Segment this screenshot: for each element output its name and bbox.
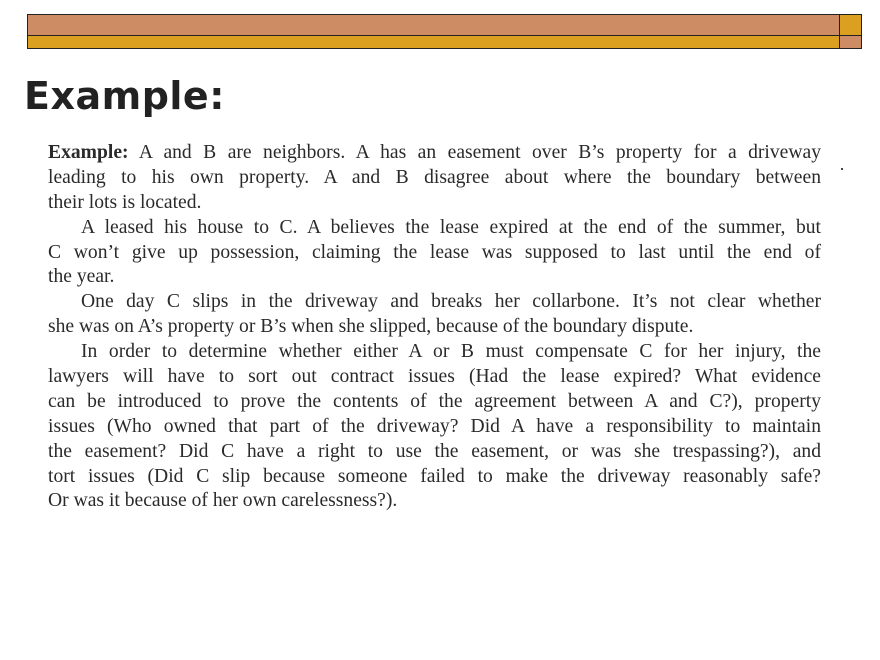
- text-line: In order to determine whether either A or B must compensate C for her injury, the: [81, 341, 821, 363]
- top-bar-main: [28, 15, 840, 36]
- top-bar-end-block: [840, 15, 861, 36]
- text-line: Example: A and B are neighbors. A has an easement over B’s property for a driveway: [48, 142, 821, 163]
- example-lead-label: Example:: [48, 142, 129, 163]
- text-line: Or was it because of her own carelessness?).: [48, 490, 398, 512]
- text-line: she was on A’s property or B’s when she slipped, because of the boundary dispute.: [48, 316, 694, 338]
- header-decoration-bars: [27, 14, 862, 49]
- text-line: issues (Who owned that part of the driveway? Did A have a responsibility to maintain: [48, 415, 821, 437]
- text-line: C won’t give up possession, claiming the lease was supposed to last until the end of: [48, 241, 821, 263]
- slide-title: Example:: [24, 74, 225, 118]
- bottom-bar-main: [28, 36, 840, 48]
- text-line: A leased his house to C. A believes the lease expired at the end of the summer, but: [81, 216, 821, 238]
- text-line: the year.: [48, 266, 115, 288]
- text-line: leading to his own property. A and B disagree about where the boundary between: [48, 166, 821, 188]
- text-line: One day C slips in the driveway and breaks her collarbone. It’s not clear whether: [81, 291, 821, 313]
- example-text-block: [48, 141, 821, 514]
- stray-dot-mark: [841, 168, 843, 170]
- text-line: lawyers will have to sort out contract issues (Had the lease expired? What evidence: [48, 366, 821, 388]
- text-line: tort issues (Did C slip because someone failed to make the driveway reasonably safe?: [48, 465, 821, 487]
- bottom-bar-end-block: [840, 36, 861, 48]
- text-line: can be introduced to prove the contents of the agreement between A and C?), property: [48, 390, 821, 412]
- text-line: the easement? Did C have a right to use the easement, or was she trespassing?), and: [48, 440, 821, 462]
- text-line: their lots is located.: [48, 191, 202, 213]
